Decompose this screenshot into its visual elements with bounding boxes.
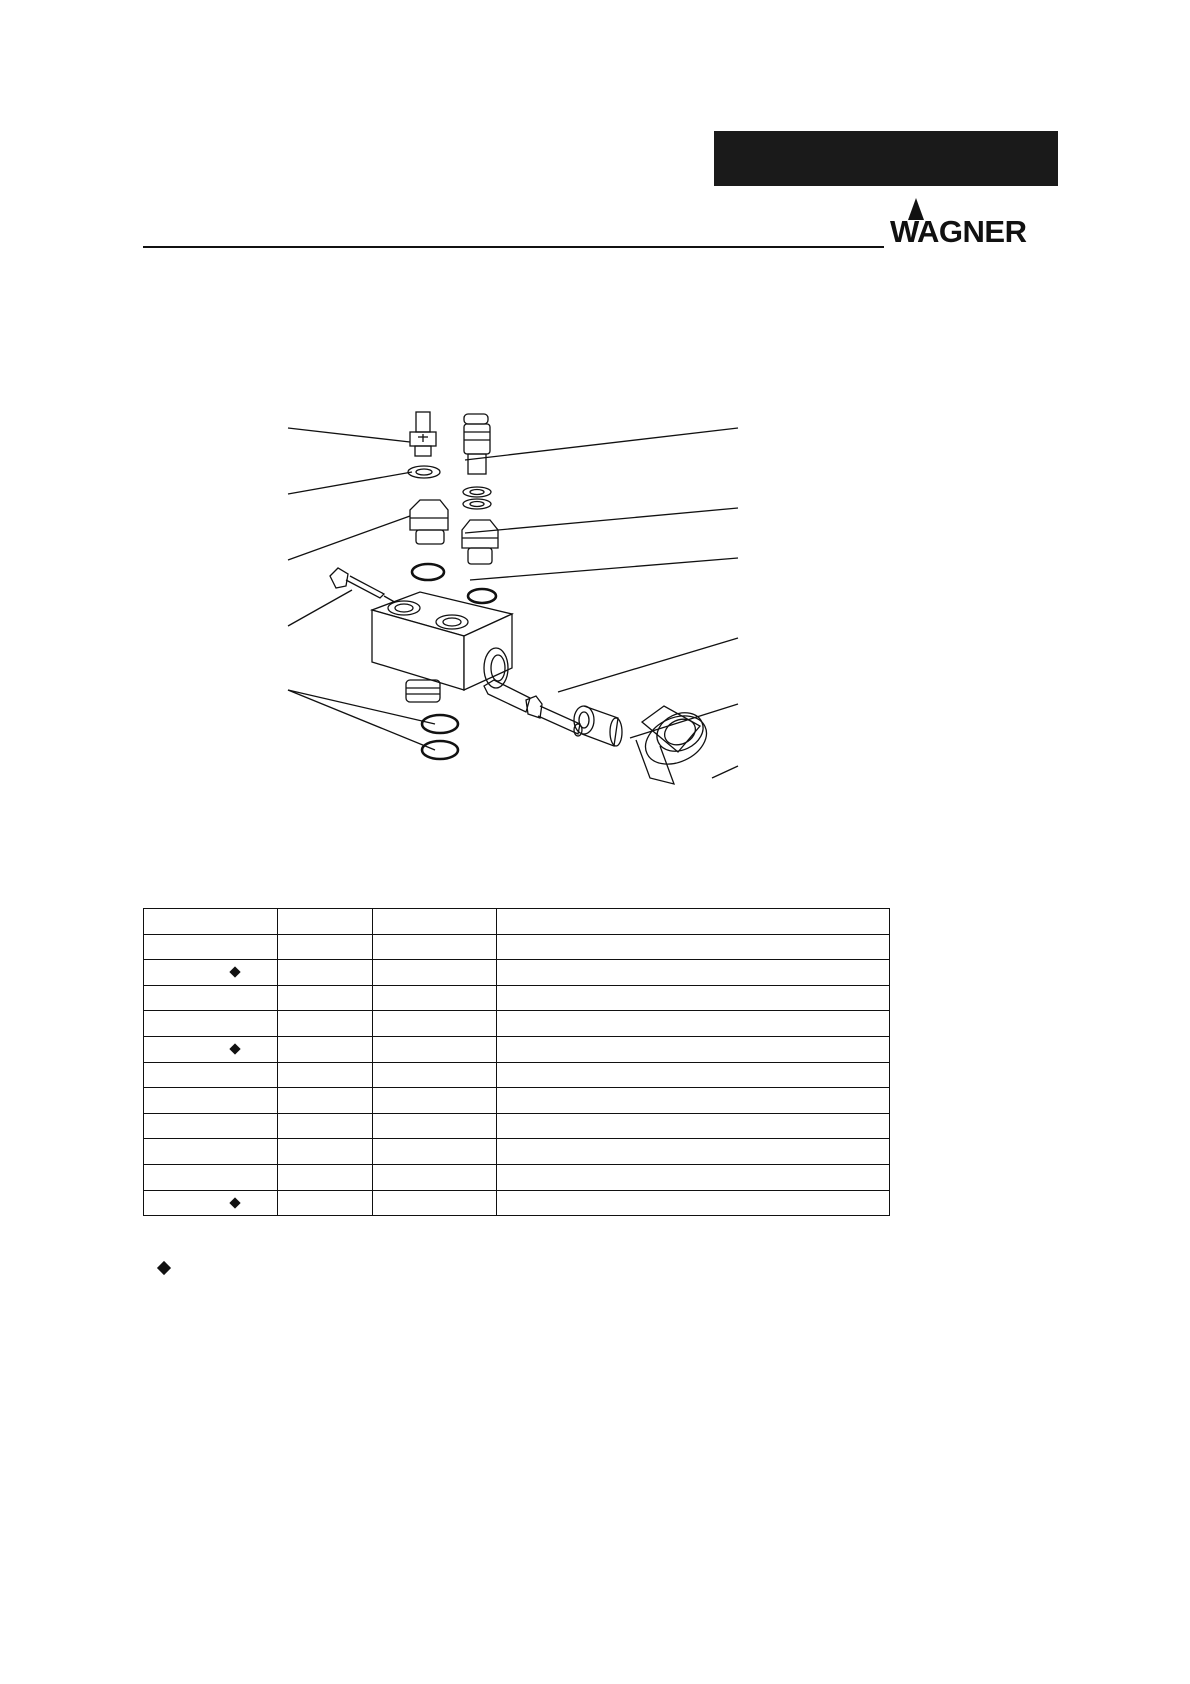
wagner-logo	[890, 198, 1060, 250]
nipple-right-part	[462, 520, 498, 564]
callout-line-left-4	[288, 590, 352, 626]
valve-needle-part	[330, 568, 398, 604]
diamond-marker-icon	[229, 1043, 240, 1054]
callout-line-left-2	[288, 472, 412, 494]
callout-line-left-3	[288, 516, 410, 560]
parts-table	[143, 908, 890, 1216]
table-row	[144, 934, 890, 960]
table-row	[144, 1088, 890, 1114]
table-row	[144, 1164, 890, 1190]
nipple-left-part	[410, 500, 448, 544]
washer-right-2	[463, 499, 491, 509]
washer-left	[408, 466, 440, 478]
callout-line-right-6	[712, 766, 738, 778]
table-row	[144, 1139, 890, 1165]
o-ring-left	[412, 564, 444, 580]
callout-line-left-5b	[288, 690, 435, 750]
table-row	[144, 909, 890, 935]
exploded-parts-diagram	[280, 400, 750, 820]
nipple-small-part	[410, 412, 436, 456]
nozzle-adapter-part	[574, 706, 622, 746]
coupling-part	[464, 414, 490, 474]
o-ring-right	[468, 589, 496, 603]
callout-line-left-1	[288, 428, 410, 442]
callout-line-right-4	[558, 638, 738, 692]
table-row	[144, 1036, 890, 1062]
callout-line-right-3	[470, 558, 738, 580]
knurled-nut-part	[636, 706, 714, 784]
table-row	[144, 1113, 890, 1139]
footnote-diamond-icon	[157, 1261, 171, 1275]
header-bar	[714, 131, 1058, 186]
callout-line-right-5	[630, 704, 738, 738]
table-row	[144, 1011, 890, 1037]
table-row	[144, 960, 890, 986]
callout-line-left-5a	[288, 690, 435, 724]
diamond-marker-icon	[229, 967, 240, 978]
diamond-marker-icon	[229, 1197, 240, 1208]
o-ring-bottom-1	[422, 715, 458, 733]
o-ring-bottom-2	[422, 741, 458, 759]
table-row	[144, 1190, 890, 1216]
washer-right	[463, 487, 491, 497]
callout-line-right-1	[465, 428, 738, 460]
logo-text: WAGNER	[890, 214, 1027, 249]
table-row	[144, 1062, 890, 1088]
table-row	[144, 985, 890, 1011]
valve-insert-part	[484, 680, 582, 736]
callout-line-right-2	[465, 508, 738, 533]
valve-block-part	[372, 592, 512, 702]
header-rule	[143, 246, 884, 248]
